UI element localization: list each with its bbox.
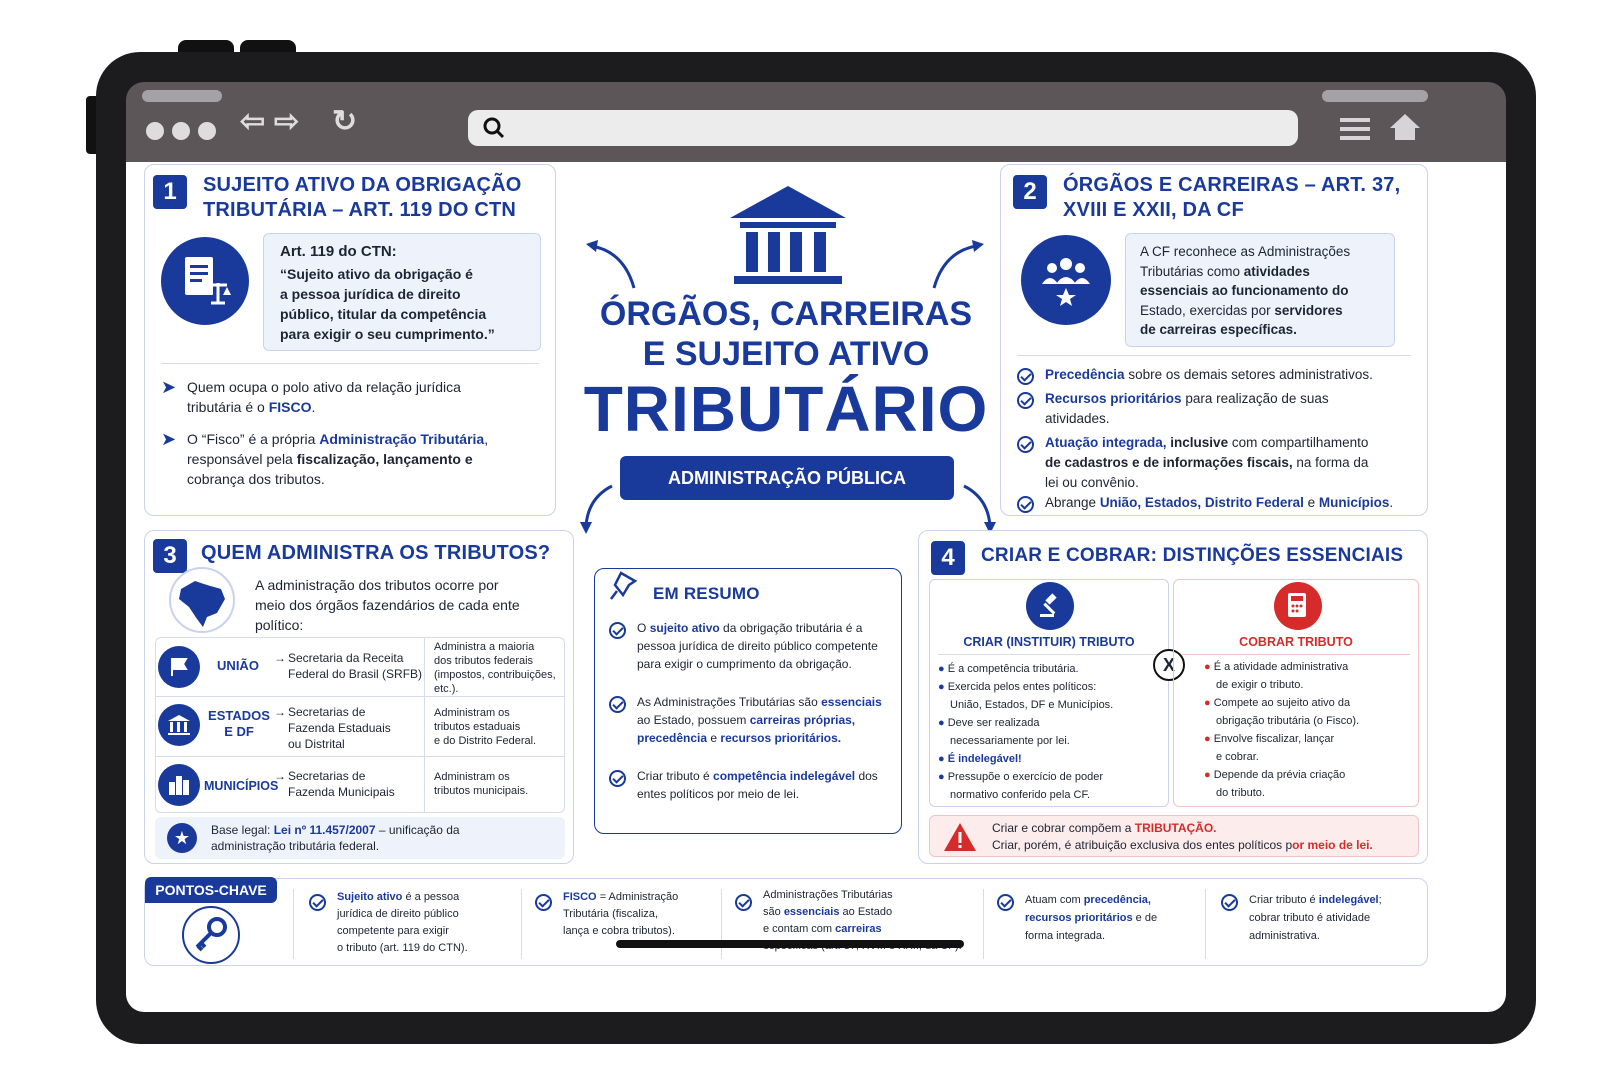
key-point: Criar tributo é indelegável; cobrar tributo é atividade administrativa. — [1249, 894, 1382, 942]
building-icon — [158, 704, 200, 746]
check-item: Atuação integrada, inclusive com compartilhamento de cadastros e de informações fiscais, na forma da lei ou convênio. — [1045, 435, 1369, 490]
forward-icon[interactable]: ⇨ — [274, 105, 300, 138]
check-icon — [1017, 365, 1034, 385]
versus-icon: X — [1153, 649, 1185, 681]
arrow-small-icon: → — [274, 769, 286, 783]
check-icon — [1017, 389, 1034, 409]
summary-card — [594, 568, 902, 834]
reload-icon[interactable]: ↻ — [332, 105, 358, 138]
flag-icon — [158, 646, 200, 688]
check-icon — [1017, 493, 1034, 513]
brazil-map-icon — [167, 567, 237, 633]
arrow-icon — [926, 238, 986, 298]
check-icon — [1017, 433, 1034, 453]
check-icon — [1221, 891, 1238, 911]
section-2-card — [1000, 164, 1428, 516]
arrow-bullet-icon: ➤ — [161, 429, 177, 449]
section-1-card — [144, 164, 556, 516]
check-icon — [609, 693, 626, 713]
check-icon — [609, 619, 626, 639]
section-number: 3 — [153, 539, 187, 573]
create-title: CRIAR (INSTITUIR) TRIBUTO — [963, 635, 1135, 649]
entity-org: Secretaria da Receita Federal do Brasil (SRFB) — [288, 651, 423, 681]
section-number: 4 — [931, 541, 965, 575]
summary-item: As Administrações Tributárias são essenciais ao Estado, possuem carreiras próprias, precedência e recursos prioritários. — [637, 695, 882, 745]
section-3-card — [144, 530, 574, 864]
divider — [721, 889, 722, 959]
divider — [1017, 355, 1411, 356]
window-dot-icon[interactable] — [198, 122, 216, 140]
arrow-small-icon: → — [274, 705, 286, 719]
bullet-text: Quem ocupa o polo ativo da relação jurídica tributária é o FISCO. — [187, 379, 461, 415]
toolbar-pill — [1322, 90, 1428, 102]
summary-title: EM RESUMO — [653, 584, 760, 603]
divider — [938, 654, 1160, 655]
arrow-bullet-icon: ➤ — [161, 377, 177, 397]
info-box: A CF reconhece as Administrações Tributárias como atividades essenciais ao funcionamento do Estado, exercidas por servidores de carreiras específicas. — [1125, 233, 1395, 347]
key-point: Administrações Tributárias são essenciais ao Estado e contam com carreiras — [763, 889, 893, 935]
check-icon — [735, 891, 752, 911]
collect-list: ● É a atividade administrativa de exigir o tributo. ● Compete ao sujeito ativo da obrigação tributária (o Fisco). ● Envolve fiscalizar, lançar e cobrar. ● Depende da prévia criação do tributo. — [1204, 661, 1360, 799]
gavel-icon — [1026, 582, 1074, 630]
check-icon — [309, 891, 326, 911]
create-list: ● É a competência tributária. ● Exercida pelos entes políticos: União, Estados, DF e Municípios. ● Deve ser realizada necessariamente por lei. ● É indelegável! ● Pressupõe o exercício de poder normativo conferido pela CF. — [938, 663, 1114, 801]
divider — [1205, 889, 1206, 959]
entity-label: MUNICÍPIOS — [204, 779, 279, 793]
legal-basis-box: ★ Base legal: Lei nº 11.457/2007 – unificação da administração tributária federal. — [155, 817, 565, 859]
arrow-small-icon: → — [274, 651, 286, 665]
window-dot-icon[interactable] — [146, 122, 164, 140]
entity-label: UNIÃO — [217, 658, 259, 673]
check-icon — [535, 891, 552, 911]
toolbar-pill — [142, 90, 222, 102]
check-item: Precedência sobre os demais setores administrativos. — [1045, 367, 1373, 382]
check-item: Abrange União, Estados, Distrito Federal e Municípios. — [1045, 495, 1394, 510]
arrow-icon — [578, 482, 618, 536]
window-dot-icon[interactable] — [172, 122, 190, 140]
city-icon — [158, 764, 200, 806]
infographic-page — [126, 162, 1506, 1012]
create-column — [929, 579, 1169, 807]
hero-banner: ADMINISTRAÇÃO PÚBLICA TRIBUTÁRIA — [620, 456, 954, 500]
entity-desc: Administram os tributos estaduais e do Distrito Federal. — [434, 707, 537, 747]
section-4-card — [918, 530, 1428, 864]
check-item: Recursos prioritários para realização de suas atividades. — [1045, 391, 1329, 426]
menu-icon[interactable] — [1340, 116, 1370, 142]
check-icon — [997, 891, 1014, 911]
divider — [293, 889, 294, 959]
section-number: 2 — [1013, 175, 1047, 209]
section-title: CRIAR E COBRAR: DISTINÇÕES ESSENCIAIS — [981, 545, 1404, 566]
key-icon — [181, 905, 241, 965]
divider — [1182, 654, 1410, 655]
collect-title: COBRAR TRIBUTO — [1239, 635, 1353, 649]
entity-desc: Administram os tributos municipais. — [434, 771, 529, 797]
hero-title: ÓRGÃOS, CARREIRAS E SUJEITO ATIVO TRIBUTÁRIO — [583, 295, 989, 445]
arrow-icon — [584, 238, 644, 298]
key-points-card — [144, 878, 1428, 966]
intro-text: A administração dos tributos ocorre por meio dos órgãos fazendários de cada ente político: — [255, 577, 520, 633]
star-icon: ★ — [167, 823, 197, 853]
browser-toolbar — [126, 82, 1506, 162]
team-star-icon — [1021, 235, 1111, 325]
entities-table — [155, 637, 565, 813]
entity-label: ESTADOS E DF — [208, 708, 270, 739]
section-title: SUJEITO ATIVO DA OBRIGAÇÃO TRIBUTÁRIA – ART. 119 DO CTN — [203, 174, 522, 221]
warning-icon — [942, 821, 978, 853]
divider — [156, 756, 564, 757]
entity-org: Secretarias de Fazenda Municipais — [288, 769, 395, 799]
back-icon[interactable]: ⇦ — [240, 105, 266, 138]
entity-desc: Administra a maioria dos tributos federais (impostos, contribuições, etc.). — [434, 641, 556, 695]
check-icon — [609, 767, 626, 787]
home-indicator[interactable] — [616, 940, 964, 948]
search-icon — [482, 116, 506, 140]
key-point: Sujeito ativo é a pessoa jurídica de direito público competente para exigir o tributo (art. 119 do CTN). — [337, 891, 468, 954]
section-title: ÓRGÃOS E CARREIRAS – ART. 37, XVIII E XXII, DA CF — [1063, 174, 1401, 221]
divider — [983, 889, 984, 959]
quote-box: Art. 119 do CTN: “Sujeito ativo da obrigação é a pessoa jurídica de direito público, titular da competência para exigir o seu cumprimento.” — [263, 233, 541, 351]
divider — [156, 696, 564, 697]
key-point: Atuam com precedência, recursos prioritários e de forma integrada. — [1025, 894, 1158, 942]
key-points-label: PONTOS-CHAVE — [145, 877, 277, 903]
key-point: FISCO = Administração Tributária (fiscaliza, lança e cobra tributos). — [563, 891, 679, 937]
entity-org: Secretarias de Fazenda Estaduais ou Distrital — [288, 705, 391, 751]
address-bar[interactable] — [468, 110, 1298, 146]
summary-item: O sujeito ativo da obrigação tributária é a pessoa jurídica de direito público competente para exigir o cumprimento da obrigação. — [637, 621, 878, 671]
section-number: 1 — [153, 175, 187, 209]
divider — [424, 638, 425, 812]
home-icon[interactable] — [1388, 112, 1422, 142]
bullet-text: O “Fisco” é a própria Administração Tributária, responsável pela fiscalização, lançamento e cobrança dos tributos. — [187, 431, 489, 487]
collect-column — [1173, 579, 1419, 807]
arrow-icon — [958, 482, 998, 536]
section-title: QUEM ADMINISTRA OS TRIBUTOS? — [201, 542, 551, 564]
alert-box: Criar e cobrar compõem a TRIBUTAÇÃO. Criar, porém, é atribuição exclusiva dos entes políticos por meio de lei. — [929, 815, 1419, 857]
courthouse-icon — [726, 184, 850, 288]
divider — [521, 889, 522, 959]
divider — [161, 363, 539, 364]
summary-item: Criar tributo é competência indelegável dos entes políticos por meio de lei. — [637, 769, 878, 801]
calculator-icon — [1274, 582, 1322, 630]
document-law-icon — [161, 237, 249, 325]
pin-icon — [609, 569, 639, 601]
